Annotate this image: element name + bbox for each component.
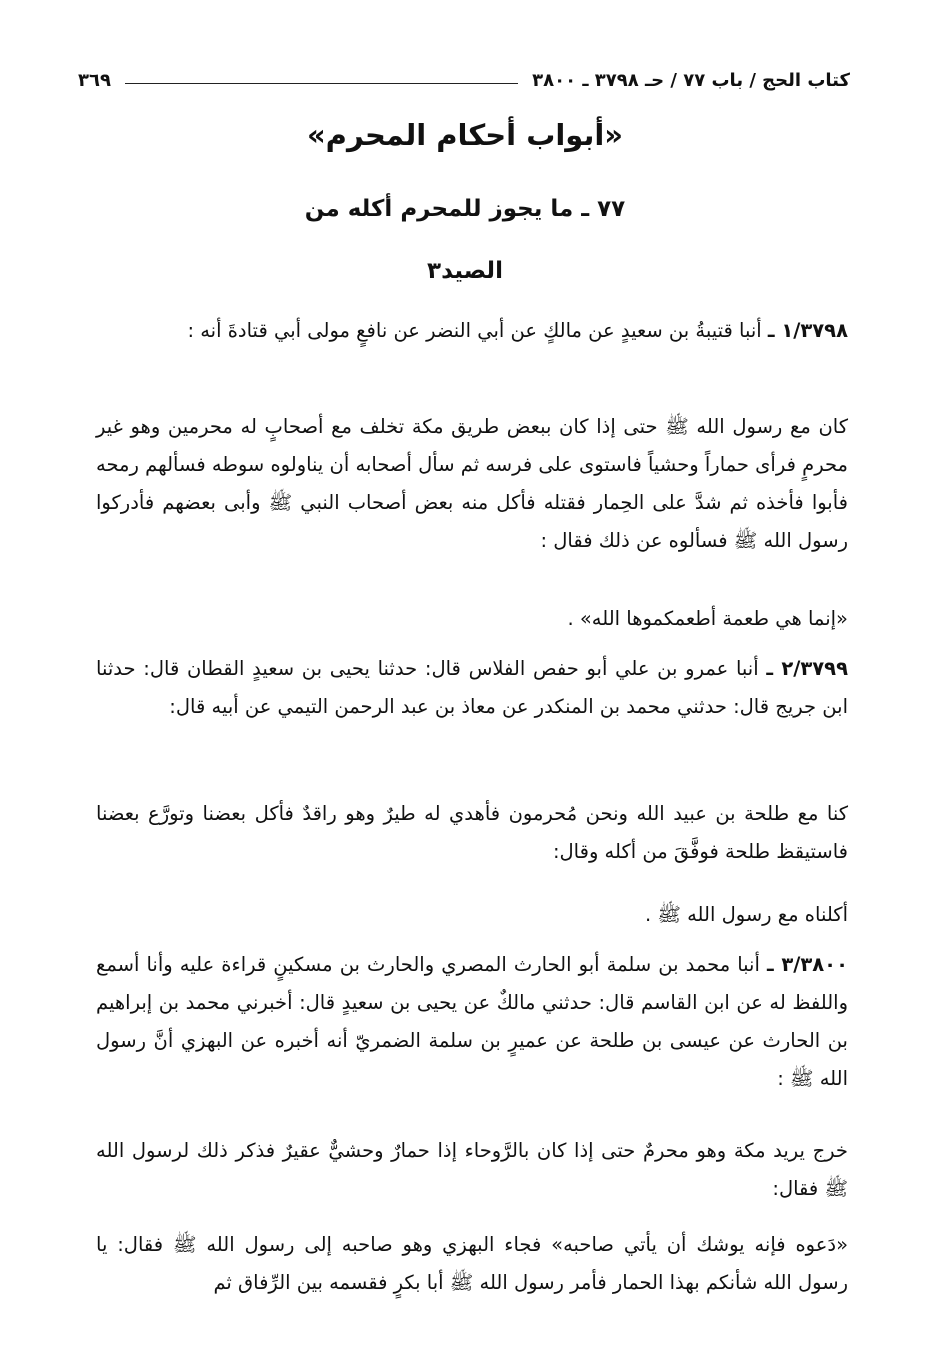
hadith-2-quote: أكلناه مع رسول الله ﷺ . [644, 903, 848, 926]
hadith-3-isnad [96, 946, 848, 1098]
page-number: ٣٦٩ [78, 69, 111, 91]
hadith-3-number: ٣/٣٨٠٠ ـ [767, 953, 848, 976]
running-header [78, 62, 850, 98]
hadith-3-isnad-text: أنبا محمد بن سلمة أبو الحارث المصري والحارث بن مسكينٍ قراءة عليه وأنا أسمع واللفظ له عن ابن القاسم قال: حدثني مالكٌ عن يحيى بن سعيدٍ قال: أخبرني محمد بن إبراهيم بن الحارث عن عيسى بن طلحة عن عميرٍ بن سلمة الضمريّ أنه أخبره عن البهزي أنَّ رسول الله ﷺ : [96, 953, 848, 1090]
hadith-3-matn: خرج يريد مكة وهو محرمٌ حتى إذا كان بالرَّوحاء إذا حمارٌ وحشيٌّ عقيرٌ فذكر ذلك لرسول الله ﷺ فقال: [96, 1139, 848, 1200]
hadith-2-isnad-text: أنبا عمرو بن علي أبو حفص الفلاس قال: حدثنا يحيى بن سعيدٍ القطان قال: حدثنا ابن جريج قال: حدثني محمد بن المنكدر عن معاذ بن عبد الرحمن التيمي عن أبيه قال: [96, 657, 848, 718]
hadith-1-number: ١/٣٧٩٨ ـ [767, 319, 848, 342]
hadith-1-isnad [96, 312, 848, 350]
hadith-1-isnad-text: أنبا قتيبةُ بن سعيدٍ عن مالكٍ عن أبي النضر عن نافعٍ مولى أبي قتادةَ أنه : [187, 319, 762, 342]
hadith-2-matn: كنا مع طلحة بن عبيد الله ونحن مُحرمون فأهدي له طيرٌ وهو راقدٌ فأكل بعضنا وتورَّع بعضنا فاستيقظ طلحة فوفَّقَ من أكله وقال: [96, 802, 848, 863]
hadith-2-number: ٢/٣٧٩٩ ـ [766, 657, 848, 680]
section-heading-line2: الصيد٣ [427, 258, 503, 284]
header-rule [125, 83, 518, 84]
hadith-1-matn: كان مع رسول الله ﷺ حتى إذا كان ببعض طريق مكة تخلف مع أصحابٍ له محرمين وهو غير محرمٍ فرأى حماراً وحشياً فاستوى على فرسه ثم سأل أصحابه أن يناولوه سوطه فسألهم رمحه فأبوا فأخذه ثم شدَّ على الحِمار فقتله فأكل منه بعض أصحاب النبي ﷺ وأبى بعضهم فأدركوا رسول الله ﷺ فسألوه عن ذلك فقال : [96, 415, 848, 552]
header-chapter-ref: كتاب الحج / باب ٧٧ / حـ ٣٧٩٨ ـ ٣٨٠٠ [532, 69, 850, 91]
hadith-2-isnad [96, 650, 848, 726]
hadith-1-quote: «إنما هي طعمة أطعمكموها الله» . [567, 607, 848, 630]
chapter-title: «أبواب أحكام المحرم» [306, 118, 624, 152]
hadith-3-quote: «دَعوه فإنه يوشك أن يأتي صاحبه» فجاء البهزي وهو صاحبه إلى رسول الله ﷺ فقال: يا رسول الله شأنكم بهذا الحمار فأمر رسول الله ﷺ أبا بكرٍ فقسمه بين الرِّفاق ثم [96, 1233, 848, 1294]
section-heading-line1: ٧٧ ـ ما يجوز للمحرم أكله من [304, 196, 626, 222]
